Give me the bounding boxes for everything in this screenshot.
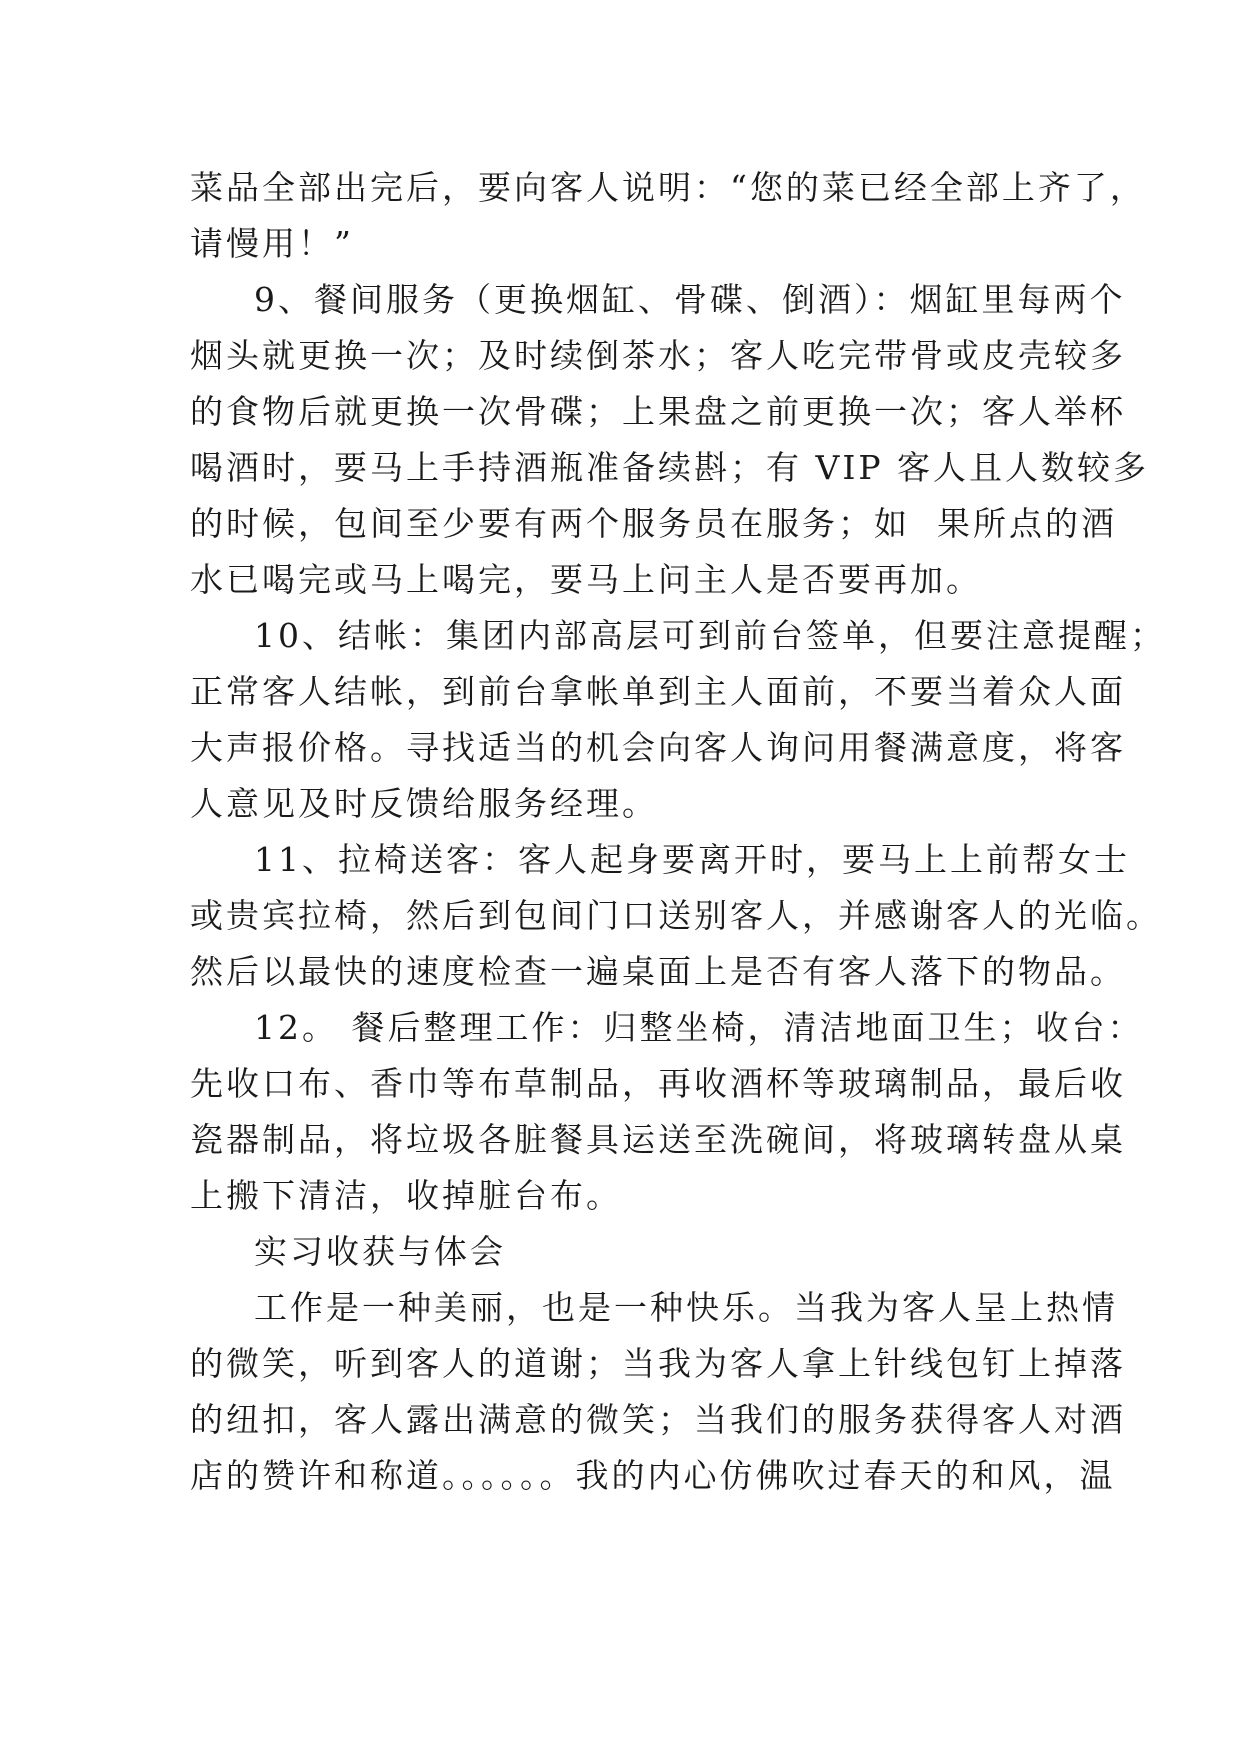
text-line: 人意见及时反馈给服务经理。 <box>190 784 658 823</box>
paragraph-10-start: 10、结帐：集团内部高层可到前台签单，但要注意提醒； <box>254 616 1166 655</box>
paragraph-9-start: 9、餐间服务（更换烟缸、骨碟、倒酒）：烟缸里每两个 <box>254 280 1126 319</box>
text-line: 菜品全部出完后，要向客人说明：“您的菜已经全部上齐了， <box>190 168 1146 207</box>
text-line: 然后以最快的速度检查一遍桌面上是否有客人落下的物品。 <box>190 952 1126 991</box>
paragraph-reflection-start: 工作是一种美丽，也是一种快乐。当我为客人呈上热情 <box>254 1288 1118 1327</box>
paragraph-12-start: 12。 餐后整理工作：归整坐椅，清洁地面卫生；收台： <box>254 1008 1144 1047</box>
text-line: 的食物后就更换一次骨碟；上果盘之前更换一次；客人举杯 <box>190 392 1126 431</box>
section-heading: 实习收获与体会 <box>254 1232 506 1271</box>
text-line: 烟头就更换一次；及时续倒茶水；客人吃完带骨或皮壳较多 <box>190 336 1126 375</box>
text-line: 店的赞许和称道。。。。。。我的内心仿佛吹过春天的和风，温 <box>190 1456 1116 1495</box>
text-line: 或贵宾拉椅，然后到包间门口送别客人，并感谢客人的光临。 <box>190 896 1162 935</box>
text-line: 正常客人结帐，到前台拿帐单到主人面前，不要当着众人面 <box>190 672 1126 711</box>
text-line: 请慢用！” <box>190 224 354 263</box>
text-line: 先收口布、香巾等布草制品，再收酒杯等玻璃制品，最后收 <box>190 1064 1126 1103</box>
text-line: 水已喝完或马上喝完，要马上问主人是否要再加。 <box>190 560 982 599</box>
text-line: 的时候，包间至少要有两个服务员在服务；如 果所点的酒 <box>190 504 1117 543</box>
text-line: 的纽扣，客人露出满意的微笑；当我们的服务获得客人对酒 <box>190 1400 1126 1439</box>
paragraph-11-start: 11、拉椅送客：客人起身要离开时，要马上上前帮女士 <box>254 840 1130 879</box>
text-line: 喝酒时，要马上手持酒瓶准备续斟；有 VIP 客人且人数较多 <box>190 448 1150 487</box>
text-line: 上搬下清洁，收掉脏台布。 <box>190 1176 622 1215</box>
text-line: 的微笑，听到客人的道谢；当我为客人拿上针线包钉上掉落 <box>190 1344 1126 1383</box>
text-line: 瓷器制品，将垃圾各脏餐具运送至洗碗间，将玻璃转盘从桌 <box>190 1120 1126 1159</box>
text-line: 大声报价格。寻找适当的机会向客人询问用餐满意度，将客 <box>190 728 1126 767</box>
